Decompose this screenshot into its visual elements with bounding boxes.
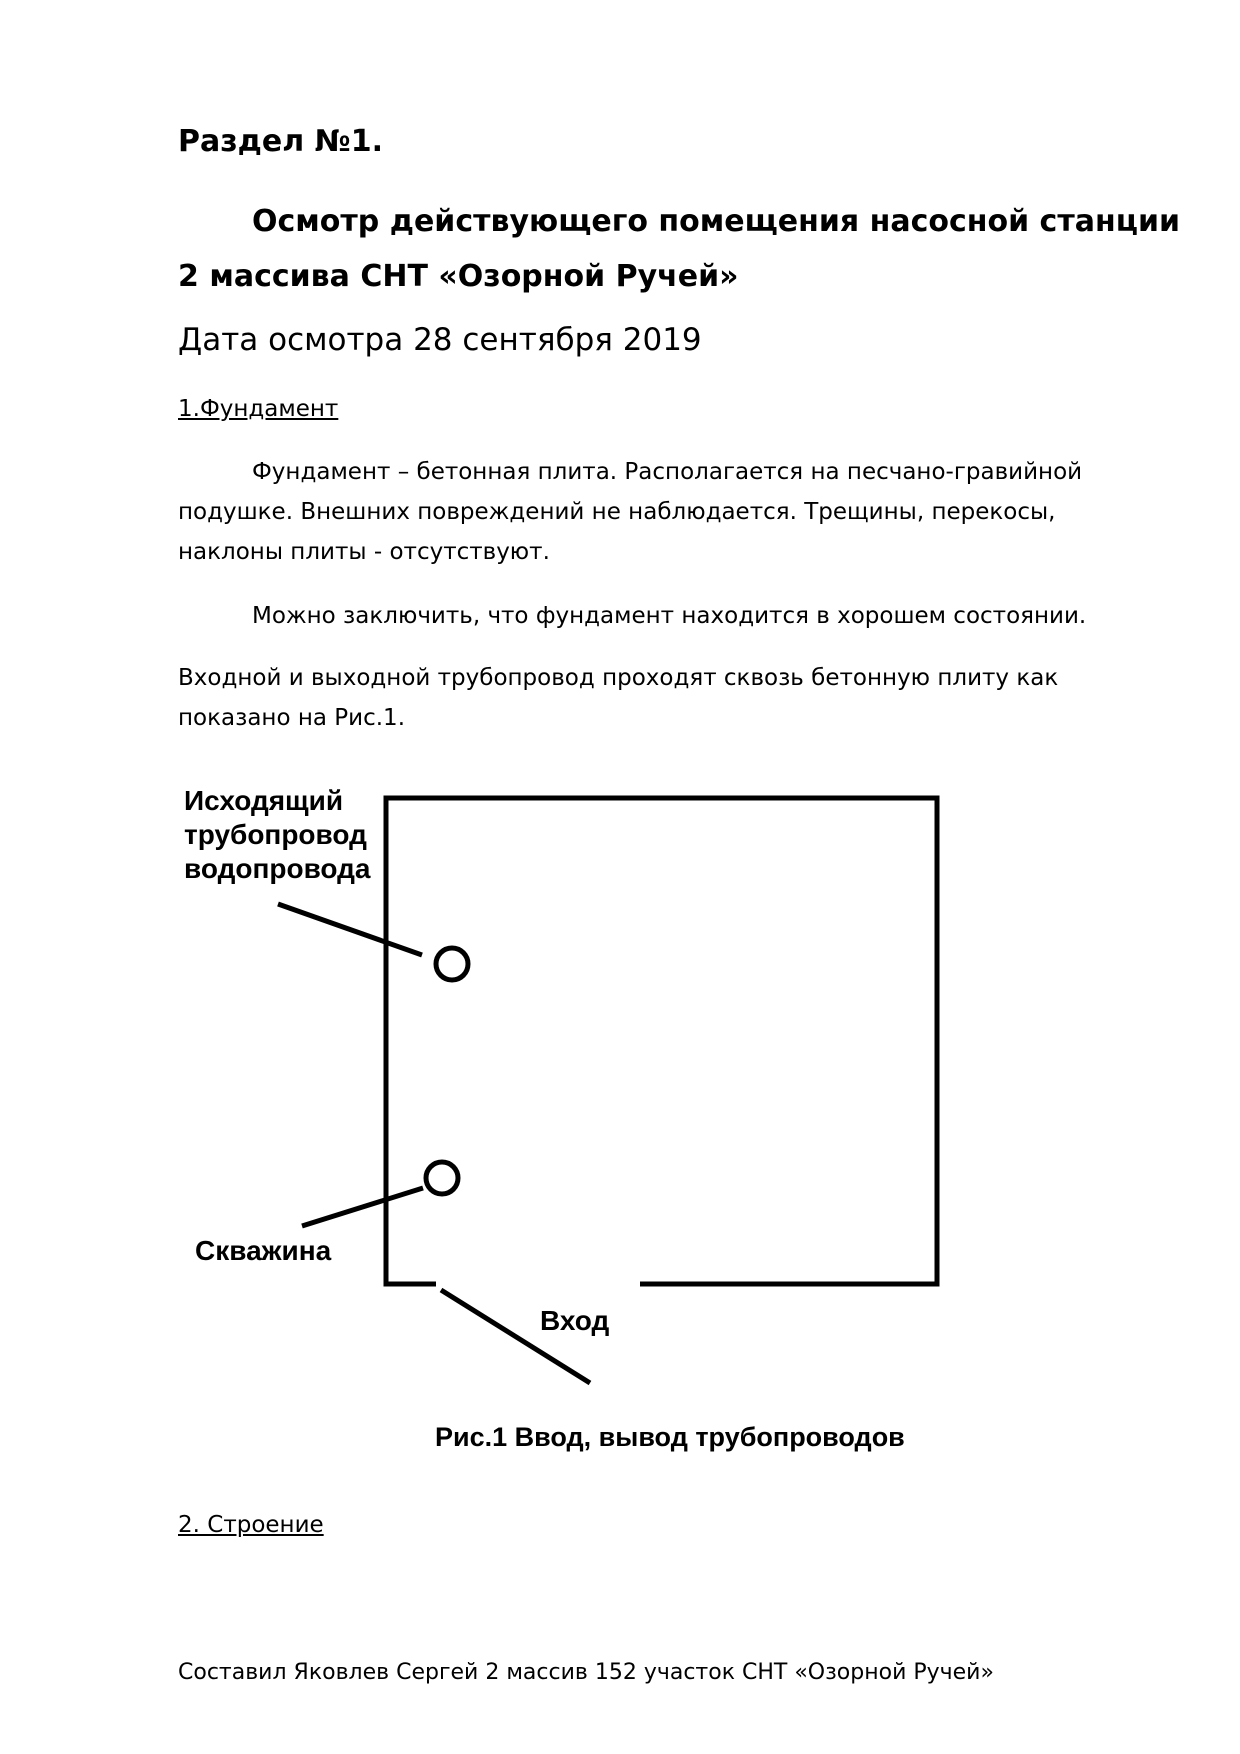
room-outline bbox=[386, 798, 937, 1284]
section-2-title: 2. Строение bbox=[178, 1512, 324, 1538]
document-heading bbox=[178, 194, 1180, 304]
outgoing-pipe-circle bbox=[436, 948, 468, 980]
entrance-label: Вход bbox=[540, 1305, 610, 1336]
heading-line-2: 2 массива СНТ «Озорной Ручей» bbox=[178, 259, 739, 294]
outgoing-pipe-leader bbox=[278, 904, 422, 955]
section-1-paragraph-1 bbox=[178, 452, 1123, 572]
outgoing-pipe-label-line-2: трубопровод bbox=[184, 819, 367, 850]
section-1-paragraph-1-text: Фундамент – бетонная плита. Располагается на песчано-гравийной подушке. Внешних повреждений не наблюдается. Трещины, перекосы, наклоны плиты - отсутствуют. bbox=[178, 459, 1083, 565]
heading-line-1: Осмотр действующего помещения насосной станции bbox=[252, 204, 1180, 239]
inspection-date: Дата осмотра 28 сентября 2019 bbox=[178, 322, 702, 358]
section-1-paragraph-2-text: Можно заключить, что фундамент находится в хорошем состоянии. bbox=[252, 603, 1087, 629]
section-title: Раздел №1. bbox=[178, 124, 384, 159]
section-1-paragraph-3: Входной и выходной трубопровод проходят сквозь бетонную плиту как показано на Рис.1. bbox=[178, 665, 1059, 731]
outgoing-pipe-label-line-3: водопровода bbox=[184, 853, 371, 884]
outgoing-pipe-label-line-1: Исходящий bbox=[184, 785, 344, 816]
figure-1-caption: Рис.1 Ввод, вывод трубопроводов bbox=[435, 1422, 905, 1452]
outgoing-pipe-label bbox=[184, 784, 371, 886]
well-label: Скважина bbox=[195, 1235, 332, 1266]
well-leader bbox=[302, 1188, 423, 1226]
section-1-paragraph-2 bbox=[178, 596, 1123, 636]
well-pipe-circle bbox=[426, 1162, 458, 1194]
section-1-title: 1.Фундамент bbox=[178, 396, 339, 422]
page-footer: Составил Яковлев Сергей 2 массив 152 участок СНТ «Озорной Ручей» bbox=[178, 1660, 994, 1685]
